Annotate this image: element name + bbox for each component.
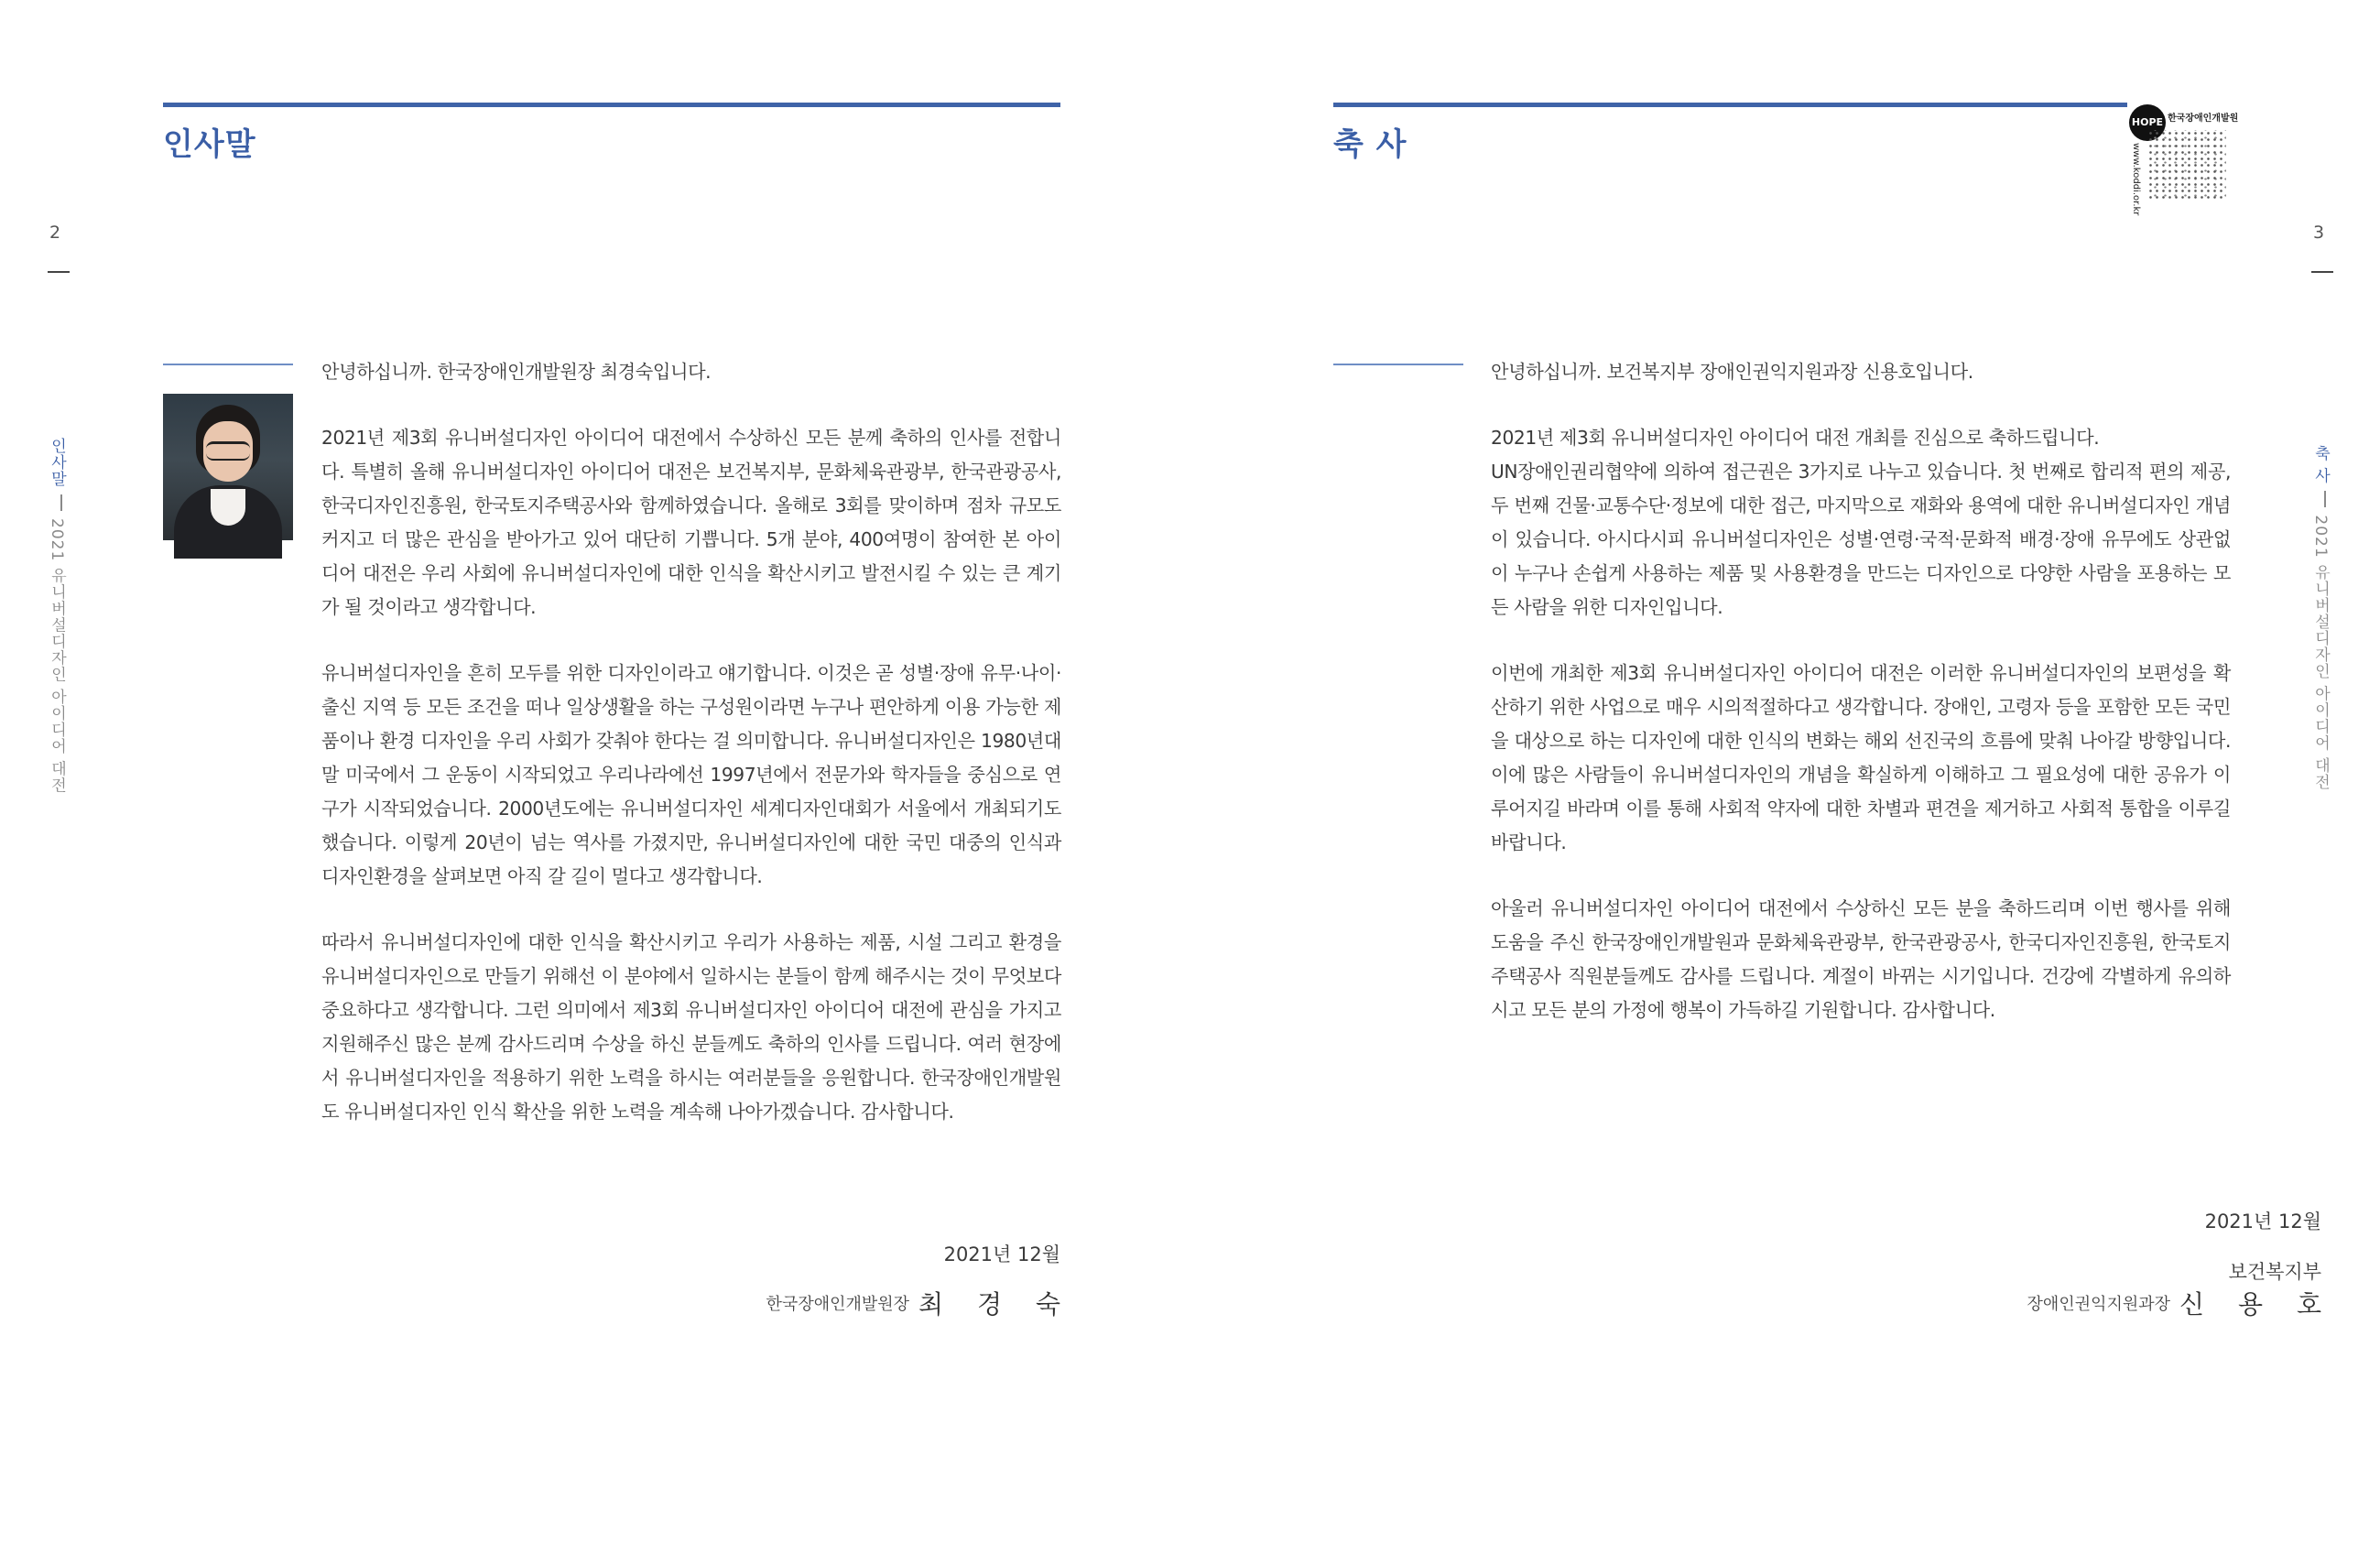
greeting-body (321, 355, 1061, 1161)
side-label-book: 2021 유니버설디자인 아이디어 대전 (48, 518, 66, 794)
signer-name: 신 용 호 (2179, 1289, 2334, 1319)
ministry-name: 보건복지부 (2228, 1261, 2321, 1283)
signature (2027, 1285, 2334, 1321)
side-label-section: 축 사 (2311, 445, 2330, 484)
page-title: 축 사 (1333, 126, 1407, 163)
page-number-dash (48, 271, 70, 273)
right-page (1190, 0, 2380, 1542)
side-label-section: 인사말 (48, 438, 66, 487)
portrait-photo (163, 394, 293, 540)
accent-rule (1333, 364, 1463, 365)
organization-logo (2127, 103, 2239, 216)
logo-org-name: 한국장애인개발원 (2168, 114, 2239, 124)
paragraph: 2021년 제3회 유니버설디자인 아이디어 대전 개최를 진심으로 축하드립니다. (1491, 427, 2100, 449)
paragraph: 안녕하십니까. 한국장애인개발원장 최경숙입니다. (321, 361, 712, 383)
signature (766, 1285, 1073, 1321)
letter-date: 2021년 12월 (2204, 1211, 2321, 1233)
page-number: 3 (2313, 223, 2325, 243)
page-title: 인사말 (163, 126, 256, 163)
hope-logo-icon: HOPE (2129, 104, 2166, 141)
congrats-body (1491, 355, 2231, 1059)
paragraph: 2021년 제3회 유니버설디자인 아이디어 대전에서 수상하신 모든 분께 축하의 인사를 전합니다. 특별히 올해 유니버설디자인 아이디어 대전은 보건복지부, 문화체육관광부, 한국관광공사, 한국디자인진흥원, 한국토지주택공사와 함께하였습니다. 올해로 3회를 맞이하며 점차 규모도 커지고 더 많은 관심을 받아가고 있어 대단히 기쁩니다. 5개 분야, 400여명이 참여한 본 아이디어 대전은 우리 사회에 유니버설디자인에 대한 인식을 확산시키고 발전시킬 수 있는 큰 계기가 될 것이라고 생각합니다. (321, 427, 1061, 618)
signer-name: 최 경 숙 (918, 1289, 1073, 1319)
accent-rule (163, 364, 293, 365)
paragraph: 이번에 개최한 제3회 유니버설디자인 아이디어 대전은 이러한 유니버설디자인의 보편성을 확산하기 위한 사업으로 매우 시의적절하다고 생각합니다. 장애인, 고령자 등을 포함한 모든 국민을 대상으로 하는 디자인에 대한 인식의 변화는 해외 선진국의 흐름에 맞춰 나아갈 방향입니다. 이에 많은 사람들이 유니버설디자인의 개념을 확실하게 이해하고 그 필요성에 대한 공유가 이루어지길 바라며 이를 통해 사회적 약자에 대한 차별과 편견을 제거하고 사회적 통합을 이루길 바랍니다. (1491, 662, 2231, 853)
paragraph: 안녕하십니까. 보건복지부 장애인권익지원과장 신용호입니다. (1491, 361, 1973, 383)
paragraph: 따라서 유니버설디자인에 대한 인식을 확산시키고 우리가 사용하는 제품, 시설 그리고 환경을 유니버설디자인으로 만들기 위해선 이 분야에서 일하시는 분들이 함께 해주시는 것이 무엇보다 중요하다고 생각합니다. 그런 의미에서 제3회 유니버설디자인 아이디어 대전에 관심을 가지고 지원해주신 많은 분께 감사드리며 수상을 하신 분들께도 축하의 인사를 드립니다. 여러 현장에서 유니버설디자인을 적용하기 위한 노력을 하시는 여러분들을 응원합니다. 한국장애인개발원도 유니버설디자인 인식 확산을 위한 노력을 계속해 나아가겠습니다. 감사합니다. (321, 931, 1061, 1123)
qr-pattern (2147, 130, 2226, 200)
glasses-detail (206, 441, 250, 461)
page-number: 2 (49, 223, 61, 243)
side-running-label (2309, 445, 2332, 790)
title-rule (1333, 103, 2137, 107)
signer-title: 장애인권익지원과장 (2027, 1295, 2171, 1314)
side-label-divider (60, 494, 62, 511)
paragraph: 유니버설디자인을 흔히 모두를 위한 디자인이라고 얘기합니다. 이것은 곧 성별·장애 유무·나이·출신 지역 등 모든 조건을 떠나 일상생활을 하는 구성원이라면 누구나 편안하게 이용 가능한 제품이나 환경 디자인을 우리 사회가 갖춰야 한다는 걸 의미합니다. 유니버설디자인은 1980년대 말 미국에서 그 운동이 시작되었고 우리나라에선 1997년에서 전문가와 학자들을 중심으로 연구가 시작되었습니다. 2000년도에는 유니버설디자인 세계디자인대회가 서울에서 개최되기도 했습니다. 이렇게 20년이 넘는 역사를 가졌지만, 유니버설디자인에 대한 국민 대중의 인식과 디자인환경을 살펴보면 아직 갈 길이 멀다고 생각합니다. (321, 662, 1061, 887)
side-label-divider (2324, 491, 2326, 507)
paragraph: UN장애인권리협약에 의하여 접근권은 3가지로 나누고 있습니다. 첫 번째로 합리적 편의 제공, 두 번째 건물·교통수단·정보에 대한 접근, 마지막으로 재화와 용역에 대한 유니버설디자인 개념이 있습니다. 아시다시피 유니버설디자인은 성별·연령·국적·문화적 배경·장애 유무에도 상관없이 누구나 손쉽게 사용하는 제품 및 사용환경을 만드는 디자인으로 다양한 사람을 포용하는 모든 사람을 위한 디자인입니다. (1491, 461, 2231, 618)
signer-title: 한국장애인개발원장 (766, 1295, 910, 1314)
page-number-dash (2311, 271, 2333, 273)
side-label-book: 2021 유니버설디자인 아이디어 대전 (2311, 515, 2330, 790)
title-rule (163, 103, 1060, 107)
side-running-label (46, 438, 69, 793)
logo-url: www.koddi.or.kr (2131, 143, 2141, 216)
letter-date: 2021년 12월 (943, 1243, 1060, 1265)
paragraph: 아울러 유니버설디자인 아이디어 대전에서 수상하신 모든 분을 축하드리며 이번 행사를 위해 도움을 주신 한국장애인개발원과 문화체육관광부, 한국관광공사, 한국디자인진흥원, 한국토지주택공사 직원분들께도 감사를 드립니다. 계절이 바뀌는 시기입니다. 건강에 각별하게 유의하시고 모든 분의 가정에 행복이 가득하길 기원합니다. 감사합니다. (1491, 897, 2231, 1021)
